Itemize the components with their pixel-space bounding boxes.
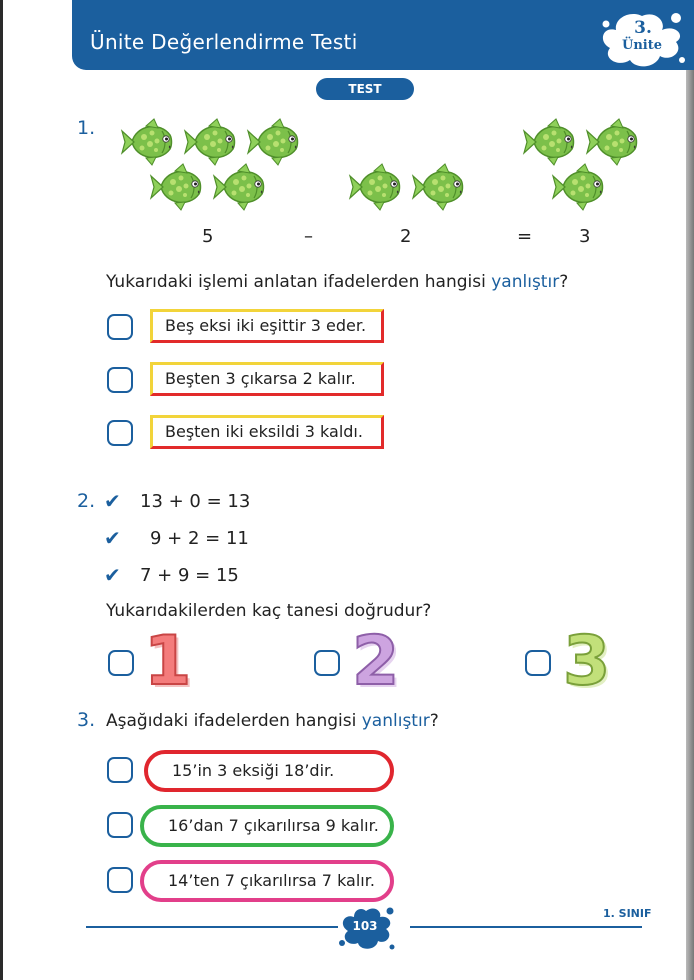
answer-checkbox[interactable] bbox=[107, 420, 133, 446]
fish-icon bbox=[583, 117, 641, 167]
footer-divider-right bbox=[410, 926, 642, 928]
equation-term: 2 bbox=[400, 226, 412, 247]
answer-option[interactable]: Beşten iki eksildi 3 kaldı. bbox=[150, 415, 384, 449]
answer-checkbox[interactable] bbox=[107, 314, 133, 340]
unit-word: Ünite bbox=[621, 38, 662, 53]
answer-checkbox[interactable] bbox=[314, 650, 340, 676]
grade-label: 1. SINIF bbox=[603, 907, 652, 920]
page-number: 103 bbox=[352, 919, 378, 933]
fish-icon bbox=[210, 162, 268, 212]
answer-option[interactable]: Beş eksi iki eşittir 3 eder. bbox=[150, 309, 384, 343]
answer-checkbox[interactable] bbox=[107, 812, 133, 838]
fish-icon bbox=[147, 162, 205, 212]
footer-divider-left bbox=[86, 926, 338, 928]
question-text-2: Yukarıdakilerden kaç tanesi doğrudur? bbox=[106, 601, 432, 621]
equation-term: 5 bbox=[202, 226, 214, 247]
answer-option[interactable]: Beşten 3 çıkarsa 2 kalır. bbox=[150, 362, 384, 396]
page-title: Ünite Değerlendirme Testi bbox=[90, 30, 358, 54]
fish-icon bbox=[520, 117, 578, 167]
unit-number: 3. bbox=[634, 18, 652, 38]
check-icon: ✔ bbox=[104, 526, 121, 550]
fish-icon bbox=[409, 162, 467, 212]
math-statement: 9 + 2 = 11 bbox=[150, 528, 249, 549]
answer-checkbox[interactable] bbox=[107, 867, 133, 893]
question-text-3: Aşağıdaki ifadelerden hangisi yanlıştır? bbox=[106, 711, 439, 731]
test-label: TEST bbox=[316, 78, 414, 100]
answer-checkbox[interactable] bbox=[107, 757, 133, 783]
check-icon: ✔ bbox=[104, 563, 121, 587]
equation-operator: – bbox=[304, 226, 313, 247]
answer-checkbox[interactable] bbox=[525, 650, 551, 676]
math-statement: 13 + 0 = 13 bbox=[140, 491, 251, 512]
question-number-3: 3. bbox=[77, 709, 96, 731]
fish-icon bbox=[549, 162, 607, 212]
question-text-1: Yukarıdaki işlemi anlatan ifadelerden hangisi yanlıştır? bbox=[106, 272, 569, 292]
math-statement: 7 + 9 = 15 bbox=[140, 565, 239, 586]
answer-option[interactable]: 14’ten 7 çıkarılırsa 7 kalır. bbox=[140, 860, 394, 902]
fish-icon bbox=[118, 117, 176, 167]
fish-icon bbox=[181, 117, 239, 167]
equation-result: 3 bbox=[579, 226, 591, 247]
page-edge-right bbox=[686, 0, 694, 980]
fish-icon bbox=[346, 162, 404, 212]
answer-option[interactable]: 15’in 3 eksiği 18’dir. bbox=[144, 750, 394, 792]
equation-operator: = bbox=[517, 226, 533, 247]
unit-badge bbox=[596, 8, 688, 70]
fish-icon bbox=[244, 117, 302, 167]
choice-digit-3[interactable]: 3 bbox=[563, 622, 611, 701]
choice-digit-2[interactable]: 2 bbox=[352, 622, 400, 701]
check-icon: ✔ bbox=[104, 489, 121, 513]
choice-digit-1[interactable]: 1 bbox=[144, 622, 192, 701]
question-number-1: 1. bbox=[77, 117, 96, 139]
answer-checkbox[interactable] bbox=[108, 650, 134, 676]
answer-option[interactable]: 16’dan 7 çıkarılırsa 9 kalır. bbox=[140, 805, 394, 847]
page-edge-left bbox=[0, 0, 3, 980]
question-number-2: 2. bbox=[77, 490, 96, 512]
answer-checkbox[interactable] bbox=[107, 367, 133, 393]
